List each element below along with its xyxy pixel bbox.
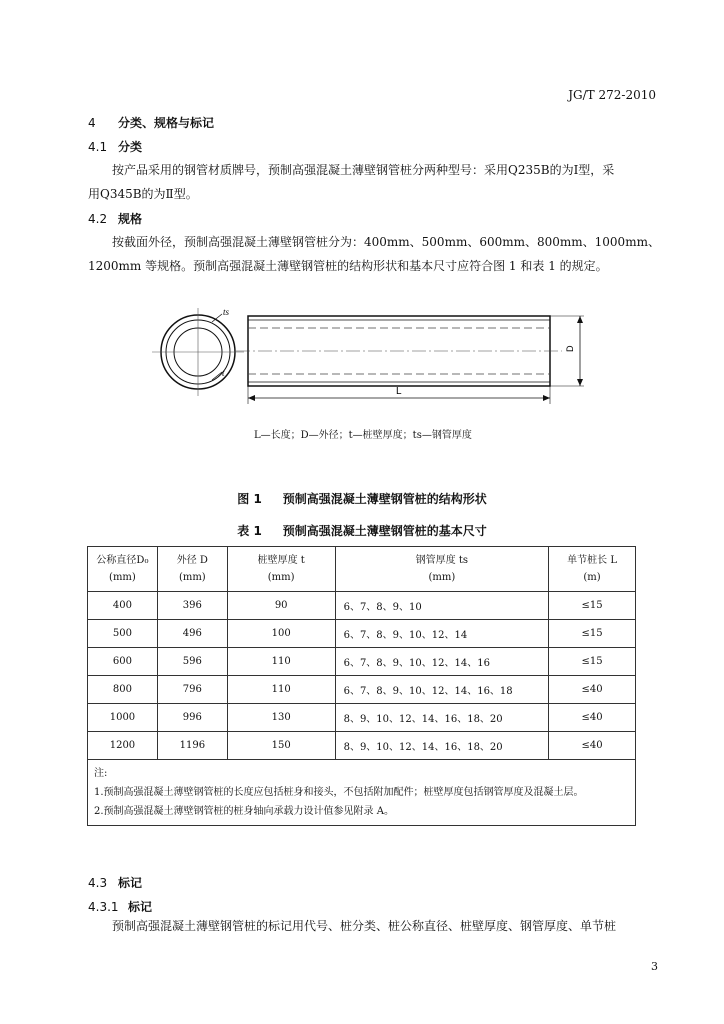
section-4-1-paragraph (88, 158, 668, 206)
pile-longitudinal-view (236, 316, 584, 404)
header-cell: 桩壁厚度 t (mm) (227, 547, 335, 592)
note-line: 注: (94, 768, 108, 779)
section-4-3-heading (88, 874, 142, 891)
note-line: 1.预制高强混凝土薄壁钢管桩的长度应包括桩身和接头，不包括附加配件；桩壁厚度包括钢管厚度及混凝土层。 (94, 787, 584, 798)
table-cell: 8、9、10、12、14、16、18、20 (335, 704, 549, 732)
standard-number: JG/T 272-2010 (568, 88, 656, 102)
note-line: 2.预制高强混凝土薄壁钢管桩的桩身轴向承载力设计值参见附录 A。 (94, 806, 394, 817)
pile-dimensions-table (87, 546, 636, 826)
header-cell: 外径 D (mm) (157, 547, 227, 592)
section-title: 标记 (128, 900, 153, 914)
section-number: 4.3.1 (88, 900, 119, 914)
table-cell: 8、9、10、12、14、16、18、20 (335, 732, 549, 760)
section-number: 4.1 (88, 140, 108, 154)
table-notes-row (88, 760, 636, 826)
section-number: 4.2 (88, 212, 108, 226)
table-caption (0, 522, 724, 539)
paragraph-line: 1200mm 等规格。预制高强混凝土薄壁钢管桩的结构形状和基本尺寸应符合图 1 和表 1 的规定。 (88, 259, 608, 273)
table-notes (88, 760, 636, 826)
table-cell: 110 (227, 676, 335, 704)
table-cell: 800 (88, 676, 158, 704)
figure-legend: L—长度；D—外径；t—桩壁厚度；ts—钢管厚度 (254, 430, 472, 441)
section-4-1-heading (88, 138, 142, 155)
section-4-2-heading (88, 210, 142, 227)
section-title: 标记 (118, 876, 143, 890)
table-cell: 400 (88, 592, 158, 620)
table-cell: 1000 (88, 704, 158, 732)
table-cell: 500 (88, 620, 158, 648)
page-number: 3 (651, 960, 658, 973)
header-cell: 公称直径D₀ (mm) (88, 547, 158, 592)
table-number: 表 1 (237, 524, 262, 538)
section-4-3-1-paragraph (88, 914, 668, 938)
table-row (88, 592, 636, 620)
section-4-2-paragraph (88, 230, 668, 278)
ts-label: ts (223, 307, 230, 317)
section-number: 4 (88, 116, 96, 130)
pile-cross-section (152, 307, 244, 396)
table-cell: 6、7、8、9、10、12、14、16、18 (335, 676, 549, 704)
section-title: 分类 (118, 140, 143, 154)
table-cell: 6、7、8、9、10、12、14 (335, 620, 549, 648)
table-cell: ≤40 (549, 704, 636, 732)
D-label: D (565, 345, 575, 352)
section-title: 规格 (118, 212, 143, 226)
table-row (88, 676, 636, 704)
table-cell: 796 (157, 676, 227, 704)
table-cell: 130 (227, 704, 335, 732)
table-cell: 600 (88, 648, 158, 676)
table-cell: 496 (157, 620, 227, 648)
table-cell: 150 (227, 732, 335, 760)
header-cell: 单节桩长 L (m) (549, 547, 636, 592)
table-cell: ≤40 (549, 732, 636, 760)
table-cell: 996 (157, 704, 227, 732)
table-cell: 396 (157, 592, 227, 620)
figure-title: 预制高强混凝土薄壁钢管桩的结构形状 (282, 492, 487, 506)
table-cell: 6、7、8、9、10、12、14、16 (335, 648, 549, 676)
section-title: 分类、规格与标记 (118, 116, 215, 130)
t-label: t (222, 368, 225, 378)
table-cell: 596 (157, 648, 227, 676)
L-label: L (396, 386, 402, 397)
table-cell: ≤15 (549, 648, 636, 676)
figure-number: 图 1 (237, 492, 262, 506)
table-cell: ≤40 (549, 676, 636, 704)
table-cell: 1200 (88, 732, 158, 760)
table-row (88, 648, 636, 676)
table-header-row (88, 547, 636, 592)
section-number: 4.3 (88, 876, 108, 890)
table-cell: 6、7、8、9、10 (335, 592, 549, 620)
table-title: 预制高强混凝土薄壁钢管桩的基本尺寸 (282, 524, 487, 538)
table-cell: ≤15 (549, 592, 636, 620)
figure-caption (0, 490, 724, 507)
paragraph-line: 用Q345B的为Ⅱ型。 (88, 187, 198, 201)
paragraph-line: 预制高强混凝土薄壁钢管桩的标记用代号、桩分类、桩公称直径、桩壁厚度、钢管厚度、单节桩 (112, 919, 617, 933)
table-row (88, 704, 636, 732)
pile-structure-figure (0, 300, 724, 410)
header-cell: 钢管厚度 ts (mm) (335, 547, 549, 592)
table-cell: 100 (227, 620, 335, 648)
paragraph-line: 按截面外径，预制高强混凝土薄壁钢管桩分为：400mm、500mm、600mm、800mm、1000mm、 (112, 235, 660, 249)
section-4-3-1-heading (88, 898, 152, 915)
table-cell: 90 (227, 592, 335, 620)
table-cell: 110 (227, 648, 335, 676)
table-row (88, 620, 636, 648)
table-cell: ≤15 (549, 620, 636, 648)
section-4-heading (88, 114, 214, 131)
table-row (88, 732, 636, 760)
table-cell: 1196 (157, 732, 227, 760)
paragraph-line: 按产品采用的钢管材质牌号，预制高强混凝土薄壁钢管桩分两种型号：采用Q235B的为Ⅰ型，采 (112, 163, 615, 177)
